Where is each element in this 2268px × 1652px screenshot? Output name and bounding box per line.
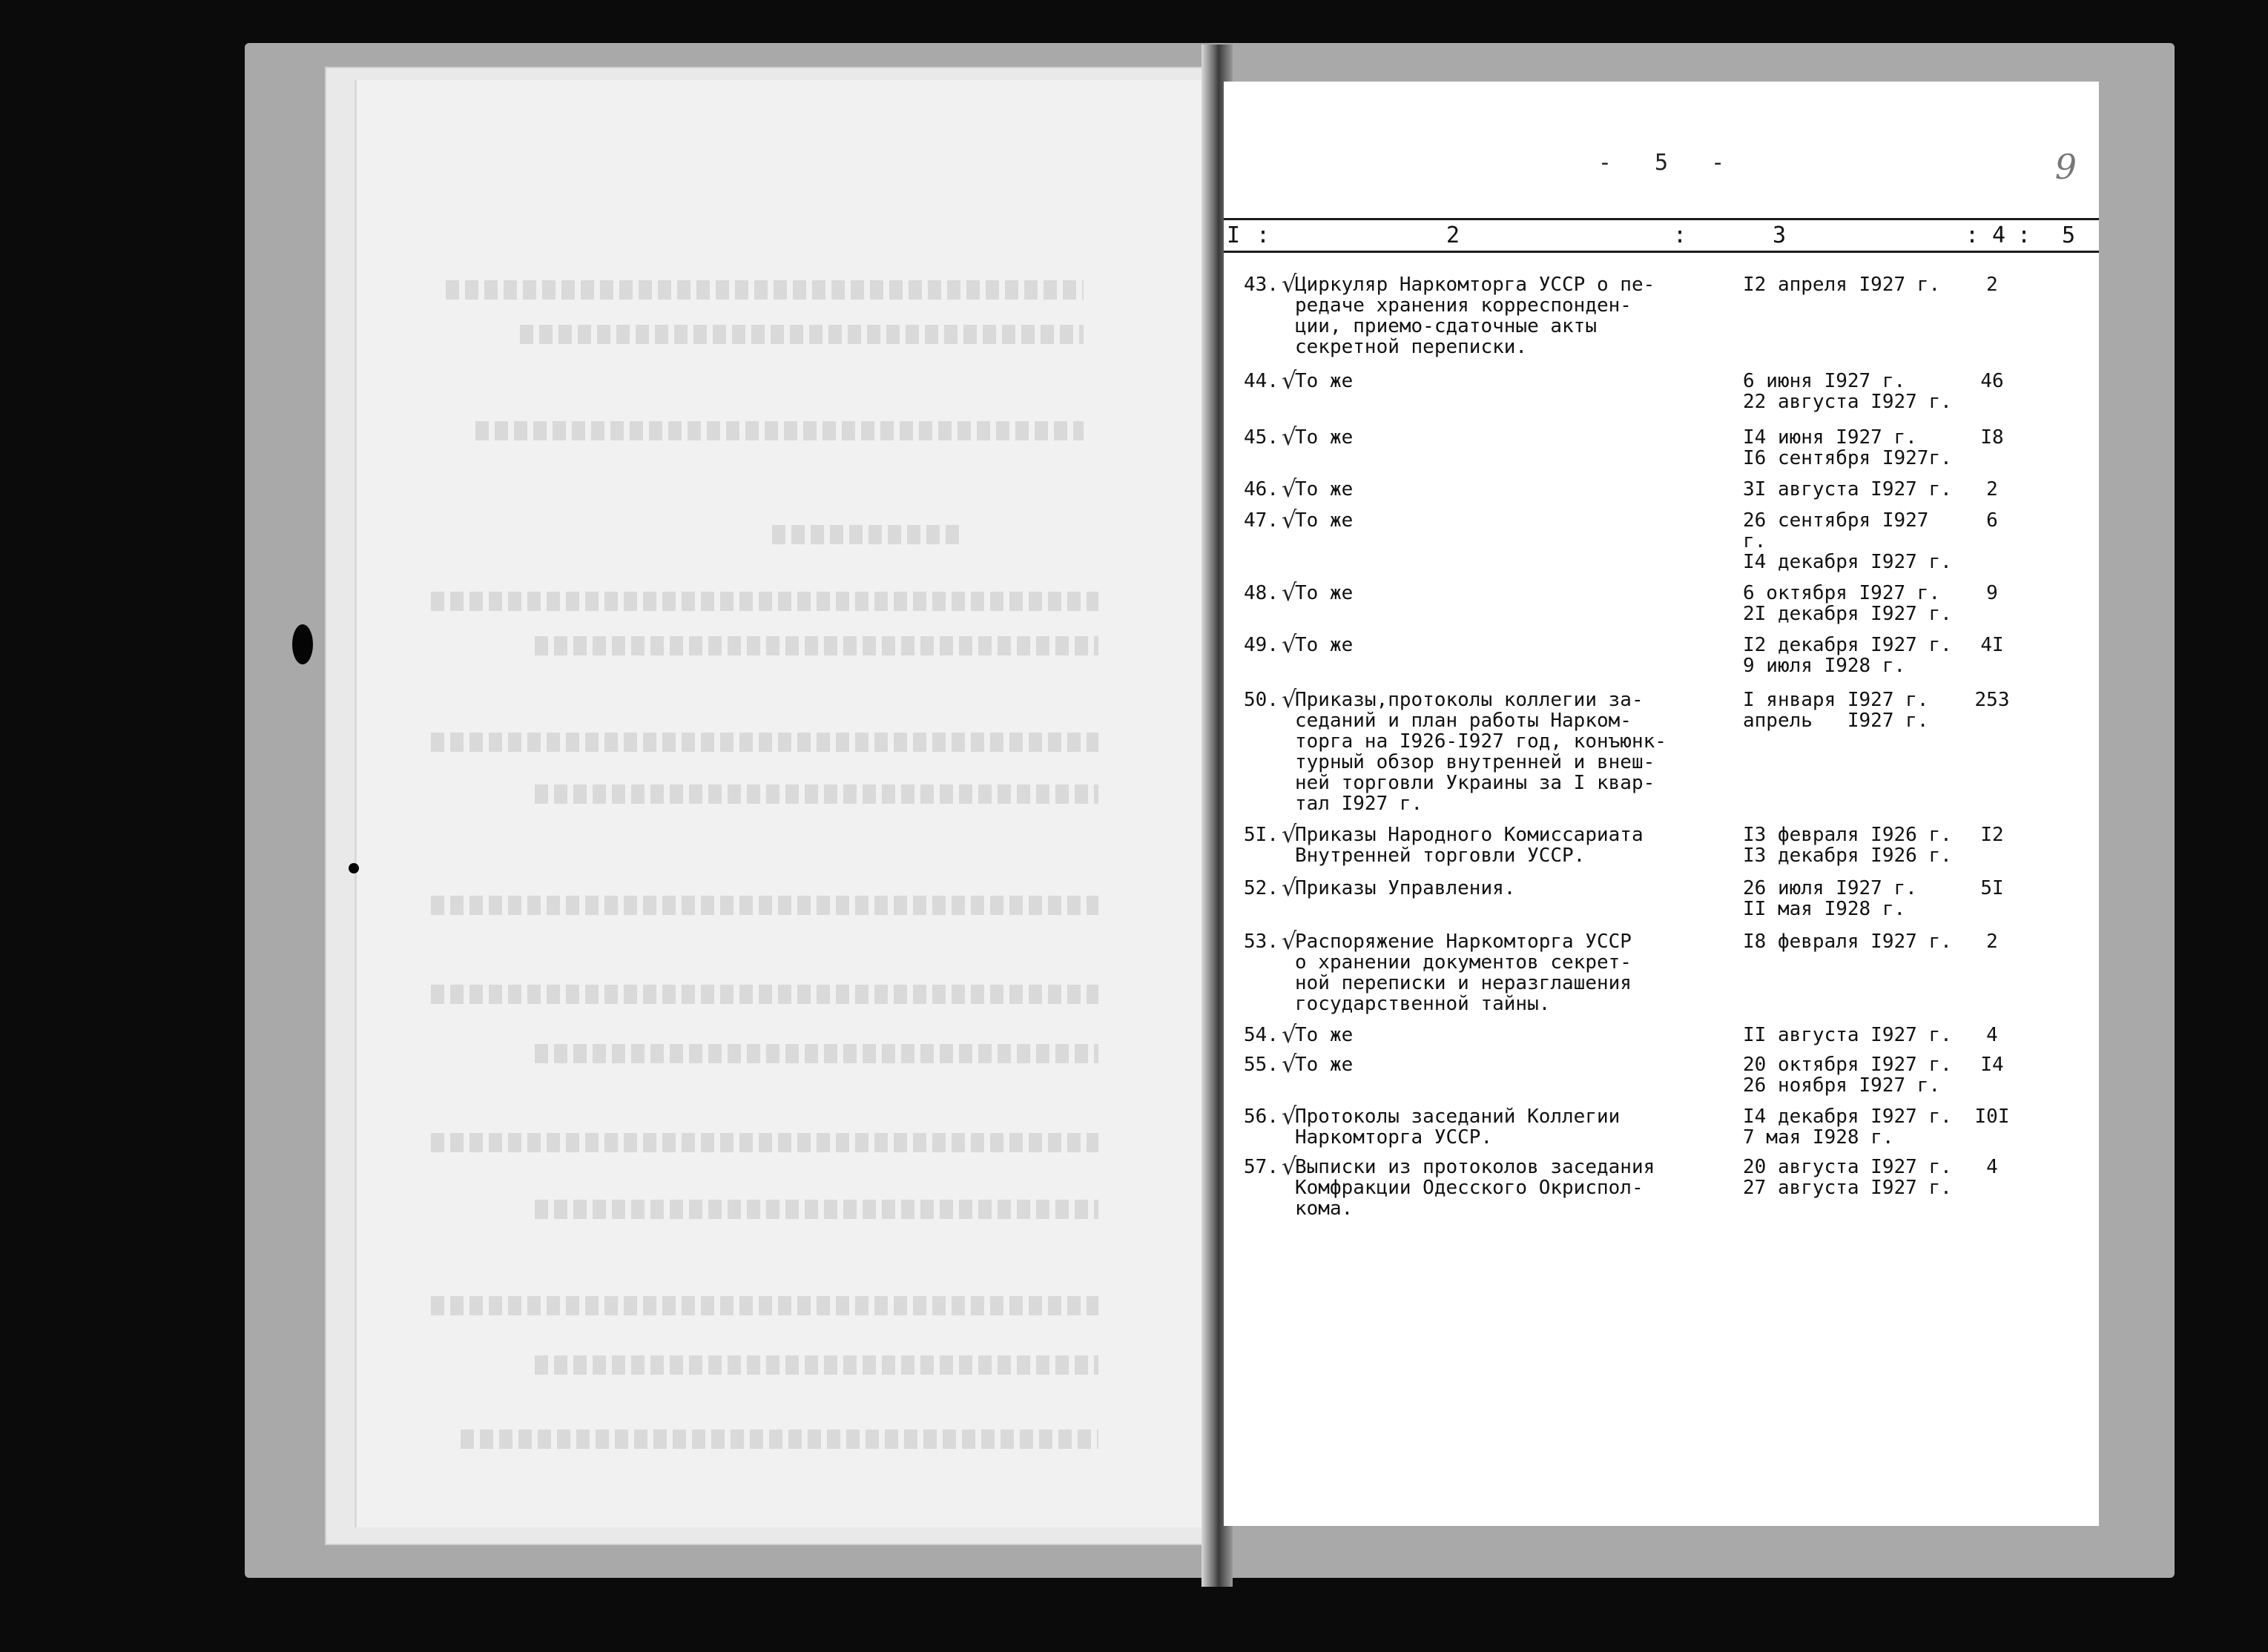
entry-number: 55. bbox=[1244, 1054, 1279, 1076]
entry-dates: 3I августа I927 г. bbox=[1743, 478, 1952, 500]
binding-hole-small bbox=[349, 863, 359, 873]
entry-title: Протоколы заседаний Коллегии Наркомторга УССР. bbox=[1295, 1106, 1621, 1149]
check-mark-icon: √ bbox=[1282, 927, 1297, 955]
check-mark-icon: √ bbox=[1282, 506, 1297, 534]
entry-dates: 20 октября I927 г. 26 ноября I927 г. bbox=[1743, 1054, 1952, 1097]
entry-number: 50. bbox=[1244, 689, 1279, 711]
entry-dates: I3 февраля I926 г. I3 декабря I926 г. bbox=[1743, 824, 1952, 867]
entry-title: То же bbox=[1295, 1054, 1354, 1076]
entry-number: 47. bbox=[1244, 509, 1279, 532]
entry-dates: 26 июля I927 г. II мая I928 г. bbox=[1743, 877, 1917, 920]
entry-number: 45. bbox=[1244, 426, 1279, 449]
entry-title: То же bbox=[1295, 582, 1354, 604]
entry-dates: 6 октября I927 г. 2I декабря I927 г. bbox=[1743, 582, 1952, 625]
entry-title: То же bbox=[1295, 478, 1354, 500]
entry-title: То же bbox=[1295, 509, 1354, 532]
entry-title: Приказы,протоколы коллегии за- седаний и план работы Нарком- торга на I926-I927 год, конъюнк- турный обзор внутренней и внеш- ней торговли Украины за I квар- тал I927 г. bbox=[1295, 689, 1667, 815]
table-header bbox=[1224, 222, 2099, 248]
page-number-dash-right: - bbox=[1711, 150, 1725, 176]
check-mark-icon: √ bbox=[1282, 1020, 1297, 1048]
entry-dates: I2 апреля I927 г. bbox=[1743, 274, 1941, 296]
page-number: 5 bbox=[1654, 150, 1669, 176]
header-sep-2: : bbox=[1673, 222, 1687, 248]
entry-title: То же bbox=[1295, 426, 1354, 449]
inventory-entry bbox=[1224, 1102, 2099, 1149]
header-col-2: 2 bbox=[1446, 222, 1460, 248]
inventory-list bbox=[1224, 270, 2099, 1220]
inventory-entry bbox=[1224, 1152, 2099, 1220]
entry-sheet-count: I8 bbox=[1980, 426, 2004, 449]
inventory-entry bbox=[1224, 423, 2099, 469]
inventory-entry bbox=[1224, 820, 2099, 867]
page-number-line bbox=[1224, 150, 2099, 176]
entry-number: 48. bbox=[1244, 582, 1279, 604]
inventory-entry bbox=[1224, 927, 2099, 1015]
handwritten-sheet-number: 9 bbox=[2054, 147, 2077, 187]
header-sep-1: : bbox=[1256, 222, 1270, 248]
entry-number: 46. bbox=[1244, 478, 1279, 500]
left-page-bleedthrough bbox=[355, 80, 1223, 1527]
check-mark-icon: √ bbox=[1282, 366, 1297, 394]
inventory-entry bbox=[1224, 506, 2099, 573]
entry-dates: I4 июня I927 г. I6 сентября I927г. bbox=[1743, 426, 1952, 469]
header-col-5: 5 bbox=[2062, 222, 2076, 248]
inventory-entry bbox=[1224, 630, 2099, 677]
entry-title: Распоряжение Наркомторга УССР о хранении документов секрет- ной переписки и неразглашения государственной тайны. bbox=[1295, 931, 1632, 1015]
inventory-entry bbox=[1224, 873, 2099, 920]
entry-title: Приказы Народного Комиссариата Внутренней торговли УССР. bbox=[1295, 824, 1644, 867]
entry-number: 54. bbox=[1244, 1024, 1279, 1046]
inventory-entry bbox=[1224, 1020, 2099, 1048]
entry-sheet-count: I4 bbox=[1980, 1054, 2004, 1076]
check-mark-icon: √ bbox=[1282, 270, 1297, 298]
header-rule-top bbox=[1224, 218, 2099, 220]
inventory-entry bbox=[1224, 1050, 2099, 1097]
entry-sheet-count: I2 bbox=[1980, 824, 2004, 846]
entry-sheet-count: 46 bbox=[1980, 370, 2004, 392]
check-mark-icon: √ bbox=[1282, 820, 1297, 848]
entry-dates: I января I927 г. апрель I927 г. bbox=[1743, 689, 1929, 732]
entry-number: 53. bbox=[1244, 931, 1279, 953]
entry-number: 52. bbox=[1244, 877, 1279, 899]
entry-sheet-count: 5I bbox=[1980, 877, 2004, 899]
check-mark-icon: √ bbox=[1282, 1152, 1297, 1180]
header-col-1: I bbox=[1227, 222, 1241, 248]
entry-dates: I2 декабря I927 г. 9 июля I928 г. bbox=[1743, 634, 1952, 677]
check-mark-icon: √ bbox=[1282, 873, 1297, 902]
check-mark-icon: √ bbox=[1282, 1102, 1297, 1130]
entry-dates: 20 августа I927 г. 27 августа I927 г. bbox=[1743, 1156, 1952, 1199]
entry-sheet-count: 9 bbox=[1986, 582, 1998, 604]
entry-number: 56. bbox=[1244, 1106, 1279, 1128]
entry-dates: II августа I927 г. bbox=[1743, 1024, 1952, 1046]
entry-dates: I4 декабря I927 г. 7 мая I928 г. bbox=[1743, 1106, 1952, 1149]
binding-hole bbox=[292, 624, 313, 664]
entry-number: 57. bbox=[1244, 1156, 1279, 1178]
entry-sheet-count: 2 bbox=[1986, 274, 1998, 296]
inventory-entry bbox=[1224, 685, 2099, 815]
right-page bbox=[1224, 82, 2099, 1526]
entry-title: Циркуляр Наркомторга УССР о пе- редаче хранения корреспонден- ции, приемо-сдаточные акты секретной переписки. bbox=[1295, 274, 1655, 358]
entry-sheet-count: 2 bbox=[1986, 478, 1998, 500]
inventory-entry bbox=[1224, 366, 2099, 413]
check-mark-icon: √ bbox=[1282, 423, 1297, 451]
entry-sheet-count: 4 bbox=[1986, 1024, 1998, 1046]
check-mark-icon: √ bbox=[1282, 578, 1297, 607]
inventory-entry bbox=[1224, 578, 2099, 625]
entry-title: То же bbox=[1295, 634, 1354, 656]
entry-dates: 6 июня I927 г. 22 августа I927 г. bbox=[1743, 370, 1952, 413]
entry-sheet-count: I0I bbox=[1974, 1106, 2010, 1128]
check-mark-icon: √ bbox=[1282, 685, 1297, 713]
header-rule-bottom bbox=[1224, 251, 2099, 253]
entry-title: То же bbox=[1295, 1024, 1354, 1046]
entry-dates: I8 февраля I927 г. bbox=[1743, 931, 1952, 953]
entry-sheet-count: 4 bbox=[1986, 1156, 1998, 1178]
entry-number: 44. bbox=[1244, 370, 1279, 392]
entry-sheet-count: 6 bbox=[1986, 509, 1998, 532]
check-mark-icon: √ bbox=[1282, 475, 1297, 503]
header-sep-4: : bbox=[2017, 222, 2031, 248]
entry-title: Выписки из протоколов заседания Комфракции Одесского Окриспол- кома. bbox=[1295, 1156, 1655, 1220]
check-mark-icon: √ bbox=[1282, 1050, 1297, 1078]
entry-number: 49. bbox=[1244, 634, 1279, 656]
entry-number: 43. bbox=[1244, 274, 1279, 296]
entry-title: Приказы Управления. bbox=[1295, 877, 1516, 899]
entry-title: То же bbox=[1295, 370, 1354, 392]
inventory-entry bbox=[1224, 270, 2099, 358]
check-mark-icon: √ bbox=[1282, 630, 1297, 658]
header-col-3: 3 bbox=[1773, 222, 1787, 248]
entry-number: 5I. bbox=[1244, 824, 1279, 846]
inventory-entry bbox=[1224, 475, 2099, 503]
header-col-4: 4 bbox=[1992, 222, 2006, 248]
page-number-dash-left: - bbox=[1598, 150, 1612, 176]
entry-sheet-count: 4I bbox=[1980, 634, 2004, 656]
header-sep-3: : bbox=[1965, 222, 1979, 248]
entry-sheet-count: 253 bbox=[1974, 689, 2010, 711]
entry-sheet-count: 2 bbox=[1986, 931, 1998, 953]
entry-dates: 26 сентября I927 г. I4 декабря I927 г. bbox=[1743, 509, 1952, 573]
